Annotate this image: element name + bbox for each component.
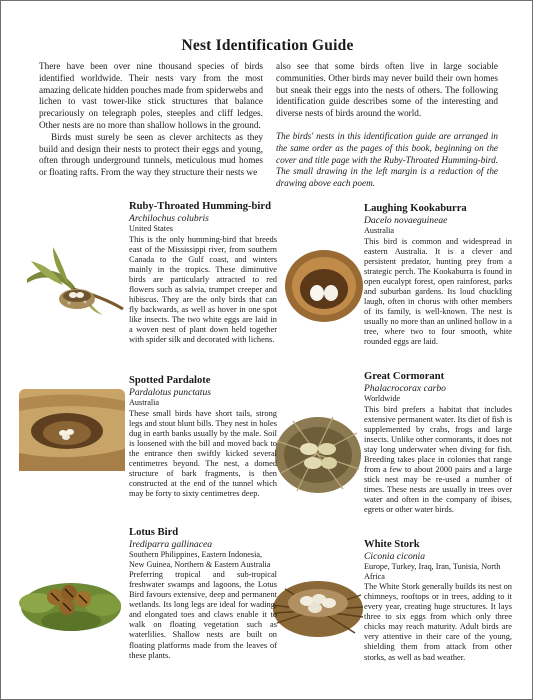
entry-name: Lotus Bird xyxy=(129,527,179,538)
cormorant-nest-illustration xyxy=(273,411,363,495)
entry-region: Australia xyxy=(129,398,160,407)
intro-right-column xyxy=(276,61,498,120)
entry-name: Spotted Pardalote xyxy=(129,375,211,386)
entry-scientific-name: Ciconia ciconia xyxy=(364,551,426,562)
entry-description: These small birds have short tails, strong legs and stout blunt bills. They nest in holes dug in earth banks usually by the male. Soil is loosened with the bill and moved back to the entrance then swiftly kicked several centimetres beyond. The nest, a domed structure of bark fragments, is then constructed at the end of the tunnel which may be forty to sixty centimetres deep. xyxy=(129,408,277,498)
entry-region: Southern Philippines, Eastern Indonesia, New Guinea, Northern & Eastern Australia xyxy=(129,550,271,569)
entry-region: Australia xyxy=(364,226,395,235)
entry-spotted-pardalote xyxy=(129,375,277,499)
entry-lotus-bird xyxy=(129,527,277,661)
entry-region: Worldwide xyxy=(364,394,401,403)
page-title: Nest Identification Guide xyxy=(181,37,354,54)
entry-region: Europe, Turkey, Iraq, Iran, Tunisia, North Africa xyxy=(364,562,501,581)
entry-great-cormorant xyxy=(364,371,512,515)
entry-name: Ruby-Throated Humming-bird xyxy=(129,201,271,212)
entry-scientific-name: Archilochus colubris xyxy=(129,213,209,224)
intro-paragraph-3: also see that some birds often live in large sociable communities. Other birds may never build their own homes but sneak their eggs into the nests of others. The following identification guide describes some of the interesting and diverse nests of birds around the world. xyxy=(276,61,498,119)
intro-left-column xyxy=(39,61,263,179)
entry-ruby-throated-humming-bird xyxy=(129,201,277,345)
entry-laughing-kookaburra xyxy=(364,203,512,347)
entry-scientific-name: Phalacrocorax carbo xyxy=(364,383,446,394)
entry-description: The White Stork generally builds its nest on chimneys, rooftops or in trees, adding to it every year, creating huge structures. It lays three to six eggs from which only three chicks may reach maturity. Adult birds are very attentive in their care of the young, shielding them from attack from other storks, as well as bad weather. xyxy=(364,582,512,662)
entry-description: This bird is common and widespread in eastern Australia. It is a clever and persistent predator, hunting prey from a strategic perch. The Kookaburra is found in open eucalypt forest, open rainforest, parks and suburban gardens. Its loud chuckling laugh, often in chorus with other members of its family, is well-known. The nest is usually no more than an unlined hollow in a tree, where two to four smooth, white rounded eggs are laid. xyxy=(364,236,512,347)
kookaburra-nest-illustration xyxy=(283,247,365,325)
entry-scientific-name: Pardalotus punctatus xyxy=(129,387,211,398)
hummingbird-nest-illustration xyxy=(23,239,127,319)
entry-white-stork xyxy=(364,539,512,663)
white-stork-nest-illustration xyxy=(271,567,365,647)
entry-scientific-name: Dacelo novaeguineae xyxy=(364,215,448,226)
arrangement-note: The birds' nests in this identification guide are arranged in the same order as the pages of this book, beginning on the cover and title page with the Ruby-Throated Humming-bird. The small drawing in the left margin is a reduction of the drawing above each poem. xyxy=(276,131,498,189)
entry-region: United States xyxy=(129,224,173,233)
entry-description: This is the only humming-bird that breeds east of the Mississippi river, from southern Canada to the Gulf coast, and winters mainly in the tropics. These diminutive birds are particularly attracted to red flowers such as salvia, trumpet creeper and hibiscus. They are the only birds that can fly backwards, as well as hover in one spot like insects. The two white eggs are laid in a woven nest of plant down held together with spider silk and decorated with lichens. xyxy=(129,234,277,345)
lotus-bird-nest-illustration xyxy=(15,555,125,639)
intro-paragraph-1: There have been over nine thousand species of birds identified worldwide. Their nests vary from the most amazing delicate hidden pouches made from spiderwebs and lichen to vast tower-like stick structures that balance precariously on telegraph poles, steeples and cliff ledges. Other nests are no more than shallow hollows in the ground. xyxy=(39,61,263,130)
entry-name: White Stork xyxy=(364,539,420,550)
entry-name: Laughing Kookaburra xyxy=(364,203,467,214)
pardalote-nest-illustration xyxy=(19,389,125,471)
entry-description: This bird prefers a habitat that includes extensive permanent water. Its diet of fish is supplemented by crabs, frogs and large insects. Unlike other cormorants, it does not stay long underwater when diving for fish. Breeding takes place in colonies that range from a few to about 2000 pairs and a large stick nest may be re-used a number of times. These nests are usually in trees over water and often in the company of ibises, egrets or other water birds. xyxy=(364,404,512,515)
intro-paragraph-2: Birds must surely be seen as clever architects as they build and design their nests to protect their eggs and young, often through underground tunnels, meticulous mud homes or floating rafts. From the way they structure their nests we xyxy=(39,131,263,178)
entry-name: Great Cormorant xyxy=(364,371,445,382)
entry-description: Preferring tropical and sub-tropical freshwater swamps and lagoons, the Lotus Bird favours extensive, deep and permanent wetlands. Its long legs are ideal for wading, and elongated toes and claws enable it to walk on floating vegetation such as waterlilies. Shallow nests are built on floating platforms made from the leaves of these plants. xyxy=(129,570,277,660)
entry-scientific-name: Irediparra gallinacea xyxy=(129,539,213,550)
